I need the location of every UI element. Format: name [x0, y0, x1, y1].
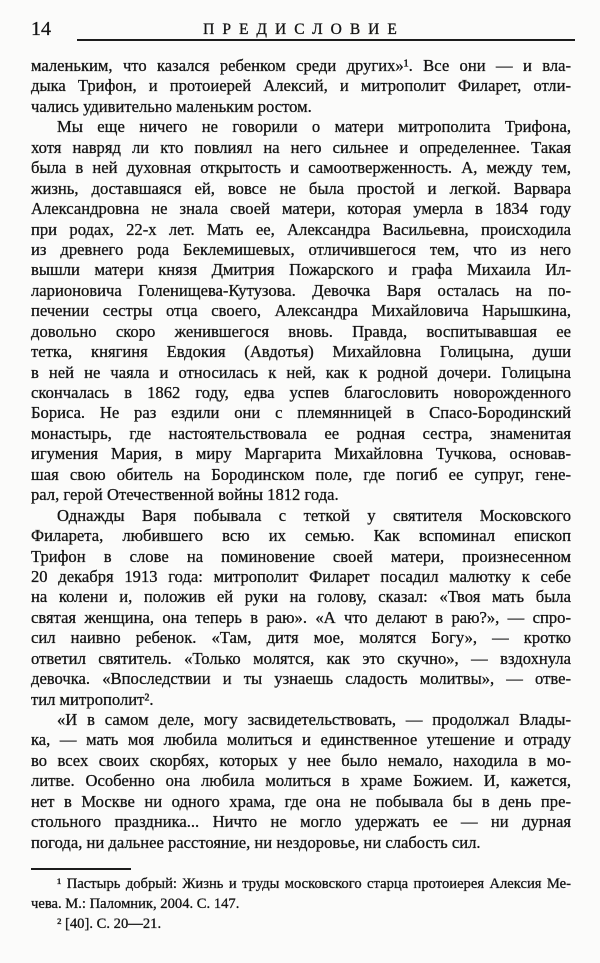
text-line: тил митрополит².: [31, 689, 154, 709]
header-rule: [77, 39, 575, 41]
text-line: скончалась в 1862 году, едва успев благословить новорожденного: [31, 383, 571, 402]
text-line: чались удивительно маленьким ростом.: [31, 96, 312, 116]
main-text: [31, 56, 571, 853]
text-line: чева. М.: Паломник, 2004. С. 147.: [31, 896, 240, 912]
text-line: вышли матери князя Дмитрия Пожарского и графа Михаила Ил-: [31, 260, 571, 280]
text-line: была в ней духовная открытость и самоотверженность. А, между тем,: [31, 158, 571, 178]
text-line: святая женщина, она теперь в раю». «А что делают в раю?», — спро-: [31, 607, 571, 627]
text-line: Трифон в слове на поминовение своей матери, произнесенном: [31, 546, 571, 566]
text-line: во всех своих скорбях, которых у нее было немало, находила в мо-: [31, 750, 571, 770]
text-line: Мы еще ничего не говорили о матери митрополита Трифона,: [57, 117, 571, 137]
text-line: монастырь, где настоятельствовала ее родная сестра, знаменитая: [31, 423, 571, 443]
text-line: в ней не чаяла и относилась к ней, как к родной дочери. Голицына: [31, 362, 571, 382]
running-head-title: ПРЕДИСЛОВИЕ: [203, 21, 405, 38]
text-line: довольно скоро женившегося вновь. Правда, воспитывавшая ее: [31, 321, 571, 341]
text-line: игумения Мария, в миру Маргарита Михайловна Тучкова, основав-: [31, 444, 571, 464]
footnotes: [31, 874, 571, 934]
text-line: при родах, 22-х лет. Мать ее, Александра Васильевна, происходила: [31, 219, 571, 239]
text-line: литве. Особенно она любила молиться в храме Божием. И, кажется,: [31, 771, 571, 791]
text-line: ларионовича Голенищева-Кутузова. Девочка Варя осталась на по-: [31, 280, 571, 300]
text-line: ка, — мать моя любила молиться и единственное утешение и отраду: [31, 730, 571, 750]
text-line: ответил святитель. «Только молятся, как это скучно», — вздохнула: [31, 648, 571, 668]
text-line: дыка Трифон, и протоиерей Алексий, и митрополит Филарет, отли-: [31, 76, 571, 96]
text-line: из древнего рода Беклемишевых, отличившегося тем, что из него: [31, 239, 571, 259]
text-line: шая свою обитель на Бородинском поле, где погиб ее супруг, гене-: [31, 464, 571, 484]
text-line: маленьким, что казался ребенком среди других»¹. Все они — и вла-: [31, 56, 571, 75]
text-line: на колени и, положив ей руки на голову, сказал: «Твоя мать была: [31, 587, 571, 607]
text-line: печении сестры отца своего, Александра Михайловича Нарышкина,: [31, 301, 571, 321]
text-line: Филарета, любившего всю их семью. Как вспоминал епископ: [31, 526, 571, 546]
text-line: девочка. «Впоследствии и ты узнаешь сладость молитвы», — отве-: [31, 669, 571, 689]
text-line: ¹ Пастырь добрый: Жизнь и труды московского старца протоиерея Алексия Ме-: [57, 876, 571, 892]
text-line: рал, герой Отечественной войны 1812 года.: [31, 485, 339, 505]
text-line: погода, ни дальнее расстояние, ни нездоровье, ни слабость сил.: [31, 832, 481, 852]
text-line: нет в Москве ни одного храма, где она не побывала бы в день пре-: [31, 791, 571, 811]
footnote-separator: [31, 868, 131, 870]
text-line: хотя навряд ли кто повлиял на него сильнее и определеннее. Такая: [31, 137, 571, 157]
text-line: 20 декабря 1913 года: митрополит Филарет посадил малютку к себе: [31, 566, 571, 586]
page-number: 14: [31, 18, 51, 40]
text-line: жизнь, доставшаяся ей, вовсе не была простой и легкой. Варвара: [31, 178, 571, 198]
text-line: стольного праздника... Ничто не могло удержать ее — ни дурная: [31, 812, 571, 832]
text-line: тетка, княгиня Евдокия (Авдотья) Михайловна Голицына, души: [31, 342, 571, 362]
text-line: Бориса. Не раз ездили они с племянницей в Спасо-Бородинский: [31, 403, 571, 423]
text-line: сил наивно ребенок. «Там, дитя мое, молятся Богу», — кротко: [31, 628, 571, 648]
text-line: ² [40]. С. 20—21.: [57, 916, 162, 932]
text-line: Александровна не знала своей матери, которая умерла в 1834 году: [31, 199, 571, 219]
text-line: «И в самом деле, могу засвидетельствовать, — продолжал Влады-: [57, 710, 571, 729]
text-line: Однажды Варя побывала с теткой у святителя Московского: [57, 505, 571, 525]
